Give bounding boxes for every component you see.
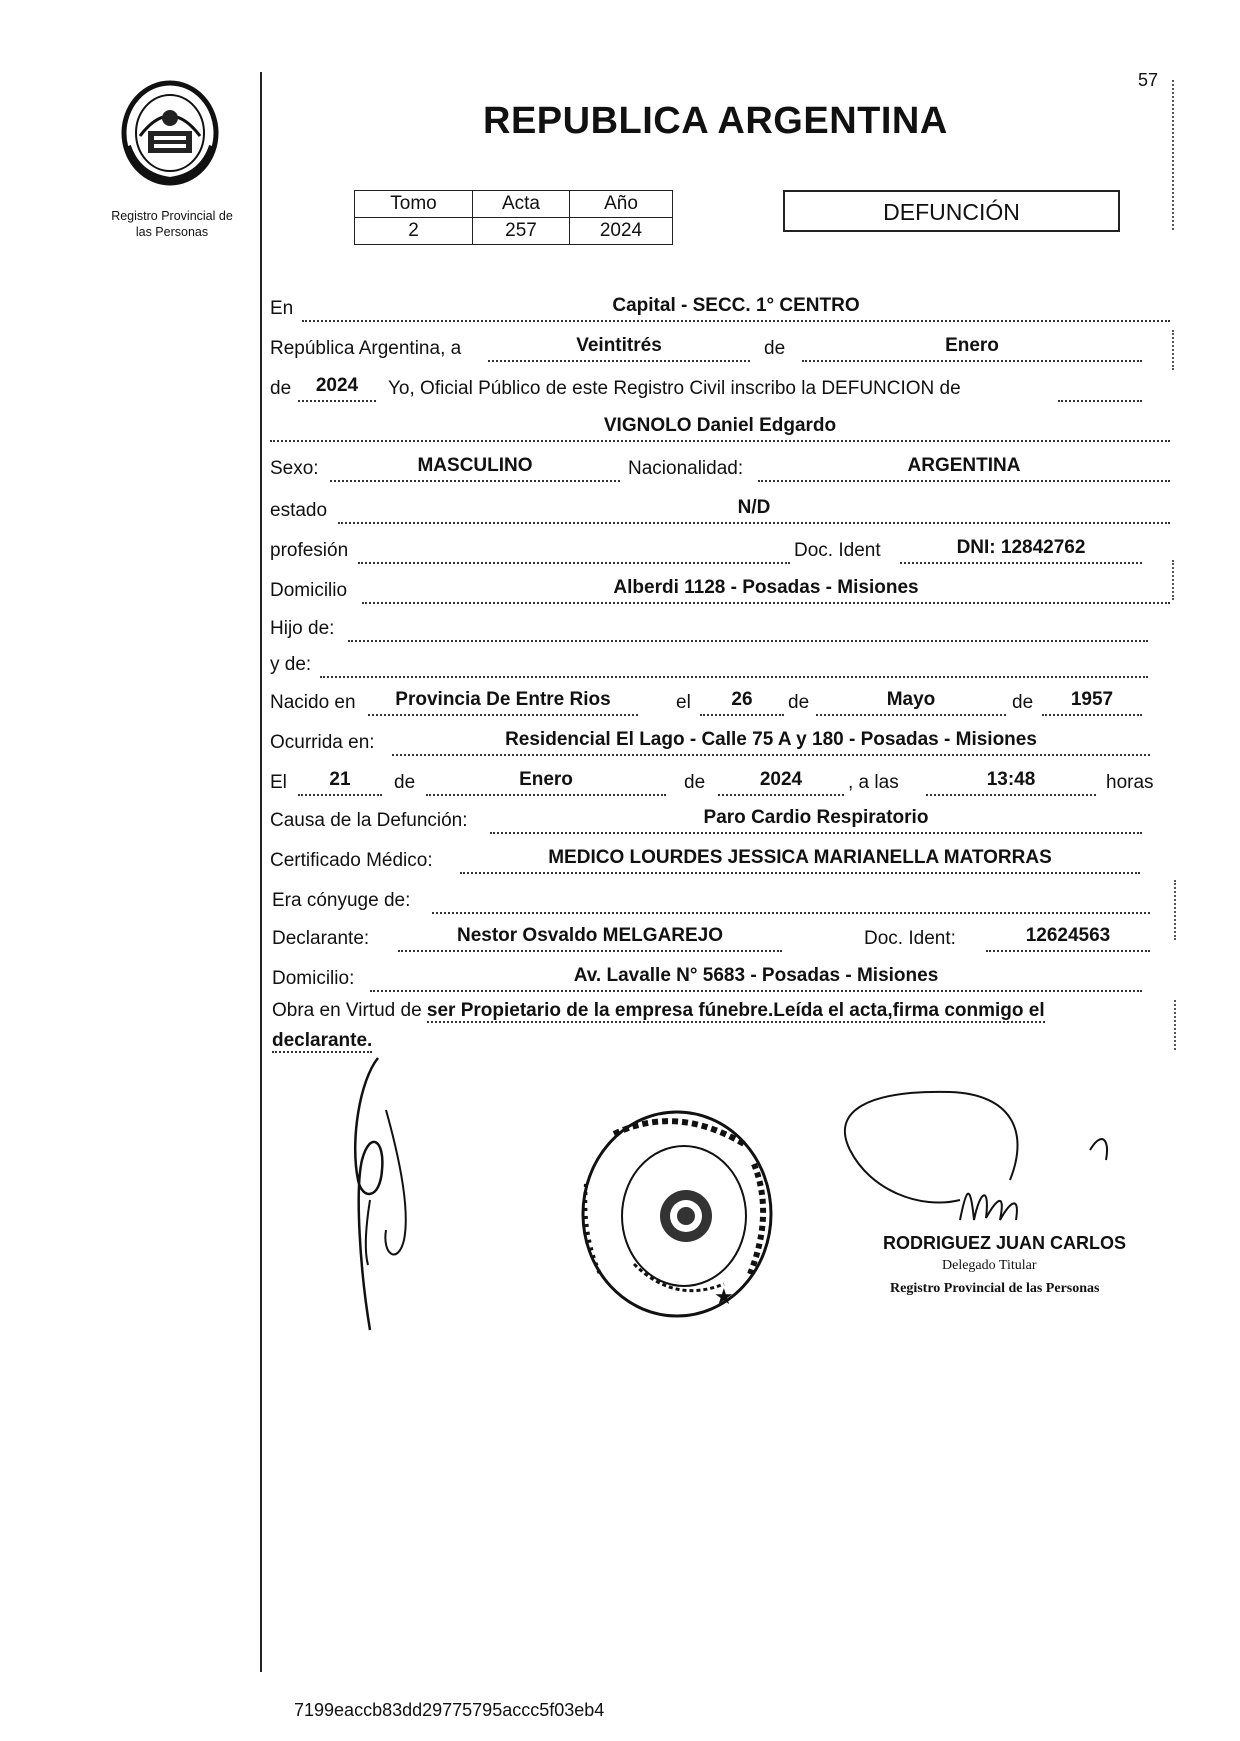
row-occurred bbox=[270, 722, 1170, 756]
right-margin-dots bbox=[1172, 80, 1174, 230]
field-death-year: 2024 bbox=[718, 768, 844, 796]
page-title: REPUBLICA ARGENTINA bbox=[483, 100, 948, 142]
field-nationality: ARGENTINA bbox=[758, 454, 1170, 482]
row-deceased bbox=[270, 408, 1170, 442]
field-death-day: 21 bbox=[298, 768, 382, 796]
field-acting-capacity-end: declarante. bbox=[272, 1030, 373, 1051]
row-civil-status bbox=[270, 490, 1170, 524]
field-declarant: Nestor Osvaldo MELGAREJO bbox=[398, 924, 782, 952]
right-margin-dots bbox=[1172, 560, 1174, 600]
field-document: DNI: 12842762 bbox=[900, 536, 1142, 564]
svg-text:★: ★ bbox=[714, 1285, 734, 1310]
field-birth-month: Mayo bbox=[816, 688, 1006, 716]
registry-name: Registro Provincial de las Personas bbox=[111, 209, 233, 239]
declarant-signature bbox=[330, 1050, 440, 1350]
table-header: Tomo bbox=[355, 191, 473, 218]
field-declarant-document: 12624563 bbox=[986, 924, 1150, 952]
row-and-of bbox=[270, 644, 1150, 678]
label-declarante: Declarante: bbox=[272, 928, 370, 949]
right-margin-dots bbox=[1174, 880, 1176, 940]
field-month: Enero bbox=[802, 334, 1142, 362]
label-nacionalidad: Nacionalidad: bbox=[628, 458, 744, 479]
official-name: RODRIGUEZ JUAN CARLOS bbox=[883, 1233, 1127, 1253]
row-date bbox=[270, 328, 1170, 362]
record-book-table bbox=[354, 190, 673, 245]
label-de: de bbox=[684, 772, 706, 793]
acting-capacity-text: Obra en Virtud de ser Propietario de la empresa fúnebre.Leída el acta,firma conmigo el declarante. bbox=[272, 1000, 1045, 1051]
field-death-time: 13:48 bbox=[926, 768, 1096, 796]
left-margin-line bbox=[260, 72, 262, 1672]
label-de: de bbox=[270, 378, 292, 399]
field-death-month: Enero bbox=[426, 768, 666, 796]
field-deceased-name: VIGNOLO Daniel Edgardo bbox=[270, 414, 1170, 442]
field-spouse bbox=[432, 886, 1150, 914]
label-a-las: , a las bbox=[848, 772, 899, 793]
table-cell-ano: 2024 bbox=[570, 218, 673, 245]
field-cause: Paro Cardio Respiratorio bbox=[490, 806, 1142, 834]
row-address bbox=[270, 570, 1170, 604]
field-place: Capital - SECC. 1° CENTRO bbox=[302, 294, 1170, 322]
row-place bbox=[270, 288, 1170, 322]
row-profession bbox=[270, 530, 1170, 564]
field-year: 2024 bbox=[298, 374, 376, 402]
label-causa: Causa de la Defunción: bbox=[270, 810, 468, 831]
field-profession bbox=[358, 536, 790, 564]
field-day: Veintitrés bbox=[488, 334, 750, 362]
row-cause bbox=[270, 800, 1170, 834]
label-doc-ident: Doc. Ident: bbox=[864, 928, 956, 949]
label-ocurrida-en: Ocurrida en: bbox=[270, 732, 375, 753]
field-and-of bbox=[320, 650, 1148, 678]
field-birth-day: 26 bbox=[700, 688, 784, 716]
row-medical bbox=[270, 840, 1170, 874]
field-child-of bbox=[348, 614, 1148, 642]
table-cell-acta: 257 bbox=[473, 218, 570, 245]
row-declarant bbox=[272, 918, 1172, 952]
right-margin-dots bbox=[1172, 330, 1174, 370]
field-birth-year: 1957 bbox=[1042, 688, 1142, 716]
row-death-time bbox=[270, 762, 1170, 796]
label-domicilio: Domicilio: bbox=[272, 968, 355, 989]
field-declarant-address: Av. Lavalle N° 5683 - Posadas - Misiones bbox=[370, 964, 1142, 992]
label-el: El bbox=[270, 772, 287, 793]
label-nacido-en: Nacido en bbox=[270, 692, 356, 713]
field-birth-place: Provincia De Entre Rios bbox=[368, 688, 638, 716]
official-title: Delegado Titular bbox=[942, 1258, 1037, 1273]
row-year bbox=[270, 368, 1170, 402]
field-address: Alberdi 1128 - Posadas - Misiones bbox=[362, 576, 1170, 604]
label-horas: horas bbox=[1106, 772, 1154, 793]
label-de: de bbox=[1012, 692, 1034, 713]
row-birth bbox=[270, 682, 1170, 716]
label-de: de bbox=[788, 692, 810, 713]
row-declarant-address bbox=[272, 958, 1172, 992]
document-hash: 7199eaccb83dd29775795accc5f03eb4 bbox=[294, 1700, 605, 1720]
label-sexo: Sexo: bbox=[270, 458, 319, 479]
official-stamp bbox=[574, 1104, 780, 1324]
table-header: Acta bbox=[473, 191, 570, 218]
row-sex bbox=[270, 448, 1170, 482]
label-de: de bbox=[394, 772, 416, 793]
label-estado: estado bbox=[270, 500, 328, 521]
table-header: Año bbox=[570, 191, 673, 218]
label-y-de: y de: bbox=[270, 654, 312, 675]
label-conyuge: Era cónyuge de: bbox=[272, 890, 411, 911]
label-certificado: Certificado Médico: bbox=[270, 850, 433, 871]
label-republica: República Argentina, a bbox=[270, 338, 462, 359]
table-cell-tomo: 2 bbox=[355, 218, 473, 245]
official-registry: Registro Provincial de las Personas bbox=[890, 1281, 1100, 1296]
field-civil-status: N/D bbox=[338, 496, 1170, 524]
field-blank bbox=[1058, 374, 1142, 402]
label-el: el bbox=[676, 692, 691, 713]
label-domicilio: Domicilio bbox=[270, 580, 348, 601]
official-signature bbox=[810, 1090, 1130, 1230]
field-sex: MASCULINO bbox=[330, 454, 620, 482]
page-number: 57 bbox=[1138, 70, 1159, 90]
label-official: Yo, Oficial Público de este Registro Civil inscribo la DEFUNCION de bbox=[388, 378, 961, 399]
field-acting-capacity: ser Propietario de la empresa fúnebre.Leída el acta,firma conmigo el bbox=[426, 1000, 1045, 1021]
label-de: de bbox=[764, 338, 786, 359]
row-spouse bbox=[272, 880, 1152, 914]
field-occurred-at: Residencial El Lago - Calle 75 A y 180 - Posadas - Misiones bbox=[392, 728, 1150, 756]
label-en: En bbox=[270, 298, 294, 319]
provincial-seal-icon bbox=[118, 76, 222, 191]
document-type-box: DEFUNCIÓN bbox=[783, 190, 1120, 232]
right-margin-dots bbox=[1174, 1000, 1176, 1050]
field-medical-certificate: MEDICO LOURDES JESSICA MARIANELLA MATORRAS bbox=[460, 846, 1140, 874]
label-doc-ident: Doc. Ident bbox=[794, 540, 881, 561]
label-profesion: profesión bbox=[270, 540, 349, 561]
row-child-of bbox=[270, 608, 1150, 642]
label-hijo-de: Hijo de: bbox=[270, 618, 335, 639]
